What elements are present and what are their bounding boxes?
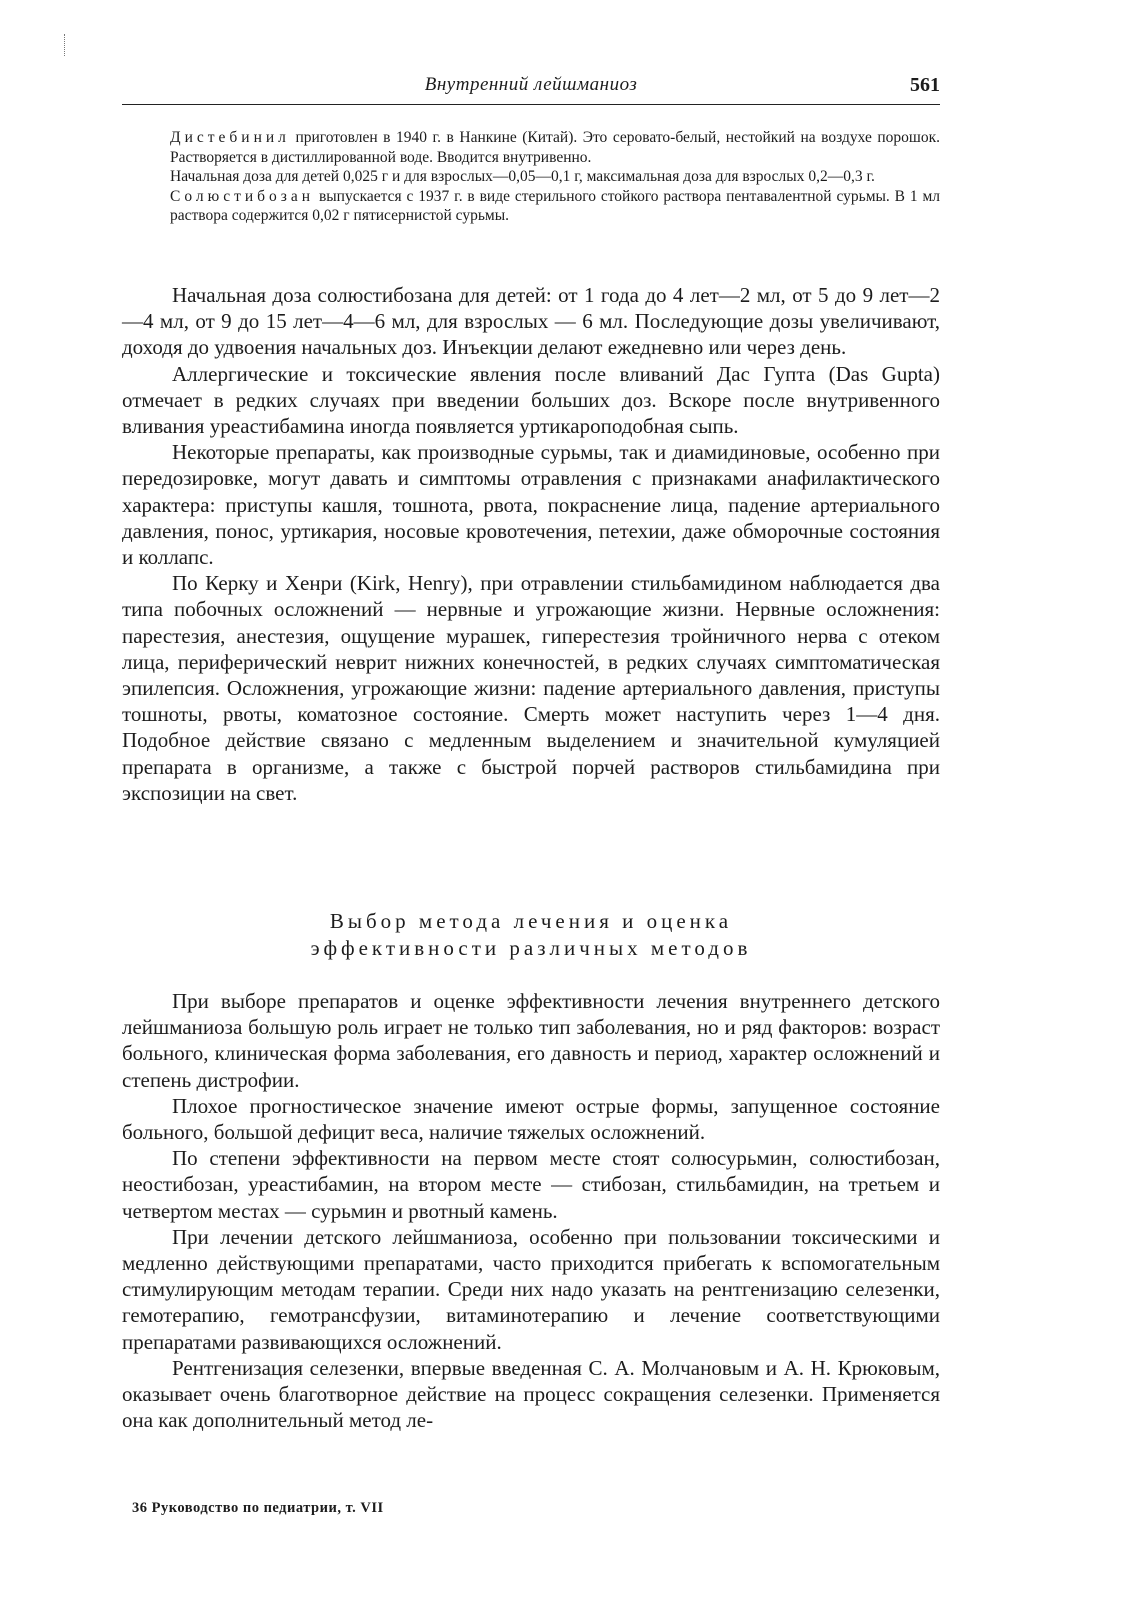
paragraph: При лечении детского лейшманиоза, особенно при пользовании токсическими и медленно действующими препаратами, часто приходится прибегать к вспомогательным стимулирующим методам терапии. Среди них надо указать на рентгенизацию селезенки, гемотерапию, гемотрансфузии, витаминотерапию и лечение соответствующими препаратами развивающихся осложнений. bbox=[122, 1224, 940, 1354]
paragraph: Плохое прогностическое значение имеют острые формы, запущенное состояние больного, большой дефицит веса, наличие тяжелых осложнений. bbox=[122, 1093, 940, 1145]
term-solustibosan: Солюстибозан bbox=[170, 187, 315, 205]
body-text-bottom bbox=[122, 988, 940, 1433]
paragraph: Аллергические и токсические явления после вливаний Дас Гупта (Das Gupta) отмечает в редких случаях при введении больших доз. Вскоре после внутривенного вливания уреастибамина иногда появляется уртикароподобная сыпь. bbox=[122, 361, 940, 439]
paragraph: Начальная доза солюстибозана для детей: от 1 года до 4 лет—2 мл, от 5 до 9 лет—2—4 мл, от 9 до 15 лет—4—6 мл, для взрослых — 6 мл. Последующие дозы увеличивают, доходя до удвоения начальных доз. Инъекции делают ежедневно или через день. bbox=[122, 283, 940, 360]
small-print-block bbox=[122, 128, 940, 226]
section-heading bbox=[122, 908, 940, 962]
paragraph: Рентгенизация селезенки, впервые введенная С. А. Молчановым и А. Н. Крюковым, оказывает очень благотворное действие на процесс сокращения селезенки. Применяется она как дополнительный метод ле- bbox=[122, 1355, 940, 1433]
small-paragraph-text: выпускается с 1937 г. в виде стерильного стойкого раствора пентавалентной сурьмы. В 1 мл раствора содержится 0,02 г пятисернистой сурьмы. bbox=[170, 187, 940, 224]
small-paragraph-dose: Начальная доза для детей 0,025 г и для взрослых—0,05—0,1 г, максимальная доза для взрослых 0,2—0,3 г. bbox=[170, 168, 875, 185]
running-title: Внутренний лейшманиоз bbox=[424, 74, 638, 95]
section-heading-line2: эффективности различных методов bbox=[310, 936, 752, 960]
term-distebinil: Дистебинил bbox=[170, 129, 290, 146]
paragraph: Некоторые препараты, как производные сурьмы, так и диамидиновые, особенно при передозировке, могут давать и симптомы отравления с признаками анафилактического характера: приступы кашля, тошнота, рвота, покраснение лица, падение артериального давления, понос, уртикария, носовые кровотечения, петехии, даже обморочные состояния и коллапс. bbox=[122, 440, 940, 570]
section-heading-line1: Выбор метода лечения и оценка bbox=[329, 909, 733, 933]
small-paragraph-distebinil bbox=[122, 128, 940, 167]
paragraph: При выборе препаратов и оценке эффективности лечения внутреннего детского лейшманиоза большую роль играет не только тип заболевания, но и ряд факторов: возраст больного, клиническая форма заболевания, его давность и период, характер осложнений и степень дистрофии. bbox=[122, 989, 940, 1092]
small-paragraph-text: приготовлен в 1940 г. в Нанкине (Китай). Это серовато-белый, нестойкий на воздухе порошок. Растворяется в дистиллированной воде. Вводится внутривенно. bbox=[170, 129, 940, 166]
small-paragraph-solustibosan bbox=[122, 187, 940, 226]
margin-mark bbox=[64, 34, 67, 56]
paragraph: По Керку и Хенри (Kirk, Henry), при отравлении стильбамидином наблюдается два типа побочных осложнений — нервные и угрожающие жизни. Нервные осложнения: парестезия, анестезия, ощущение мурашек, гиперестезия тройничного нерва с отеком лица, периферический неврит нижних конечностей, в редких случаях симптоматическая эпилепсия. Осложнения, угрожающие жизни: падение артериального давления, приступы тошноты, рвоты, коматозное состояние. Смерть может наступить через 1—4 дня. Подобное действие связано с медленным выделением и значительной кумуляцией препарата в организме, а также с быстрой порчей растворов стильбамидина при экспозиции на свет. bbox=[122, 571, 940, 805]
body-text-top bbox=[122, 282, 940, 806]
page-number: 561 bbox=[910, 74, 940, 96]
paragraph: По степени эффективности на первом месте стоят солюсурьмин, солюстибозан, неостибозан, уреастибамин, на втором месте — стибозан, стильбамидин, на третьем и четвертом местах — сурьмин и рвотный камень. bbox=[122, 1146, 940, 1223]
signature-footer: 36 Руководство по педиатрии, т. VII bbox=[132, 1500, 384, 1516]
page-header bbox=[122, 74, 940, 105]
